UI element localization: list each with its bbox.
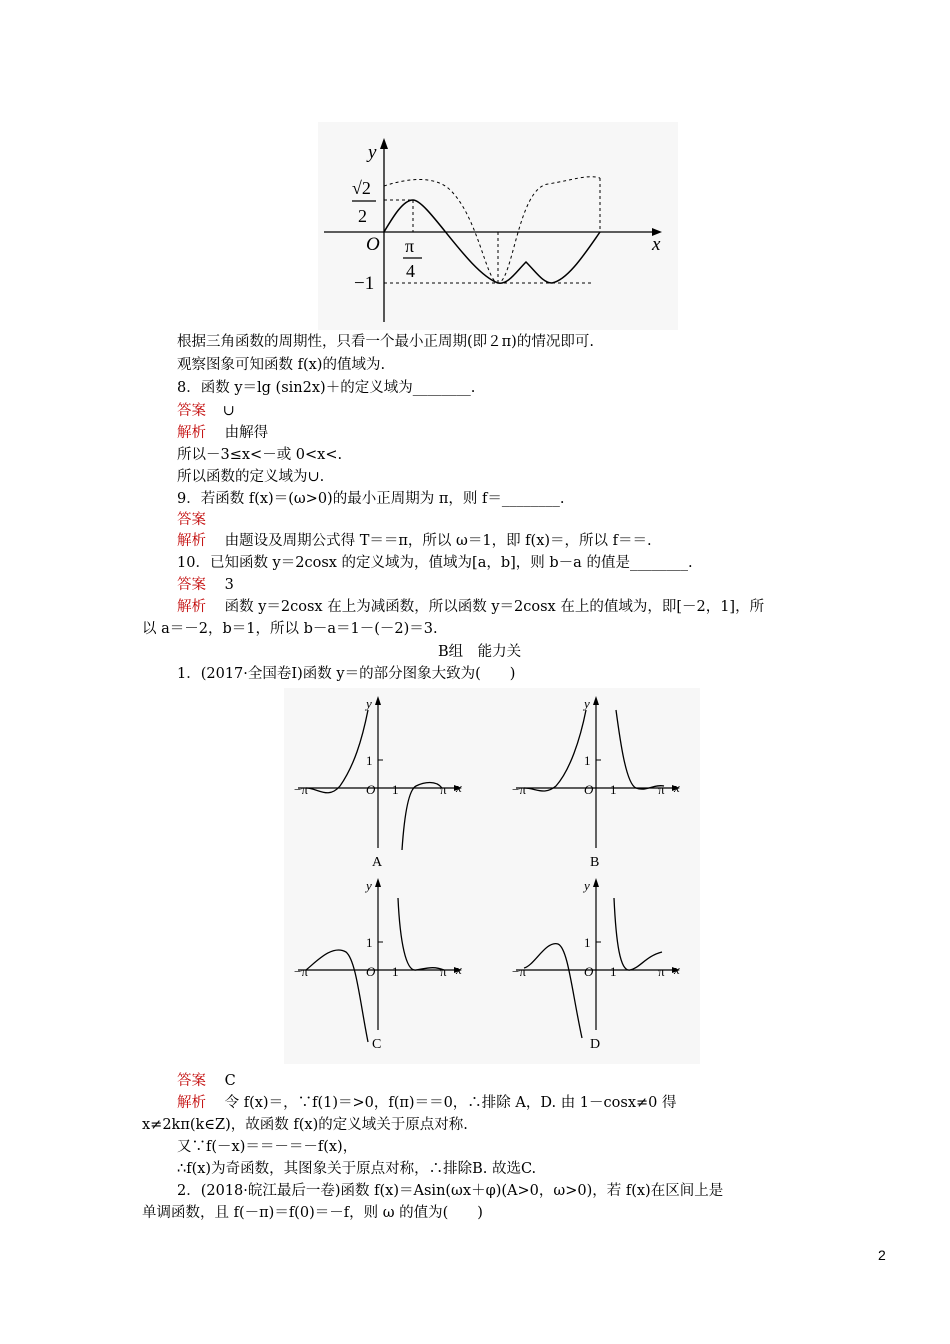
panel-c-letter: C <box>372 1037 382 1052</box>
panel-c-one-label: 1 <box>366 935 373 950</box>
panel-b-origin-label: O <box>584 782 594 797</box>
analysis-tag: 解析 <box>177 425 206 441</box>
analysis-line <box>177 597 764 617</box>
panel-b-letter: B <box>590 855 600 870</box>
panel-d-x-label: x <box>674 962 680 977</box>
analysis-line <box>177 531 652 551</box>
neg-one-label: −1 <box>354 273 375 294</box>
panel-d-neg-pi-label: −π <box>512 964 526 979</box>
text-line: 又∵f(－x)＝＝－＝－f(x)， <box>177 1139 358 1155</box>
panel-a-pi-label: π <box>440 782 447 797</box>
text-line: x≠2kπ(k∈Z)，故函数 f(x)的定义域关于原点对称. <box>142 1117 468 1133</box>
text-line: ∴f(x)为奇函数，其图象关于原点对称，∴排除B. 故选C. <box>177 1161 537 1177</box>
panel-c-x-label: x <box>456 962 462 977</box>
text-line: 以 a＝－2，b＝1，所以 b－a＝1－(－2)＝3. <box>142 621 438 637</box>
analysis-line <box>177 1093 677 1113</box>
analysis-line <box>177 423 268 443</box>
panel-b-x-label: x <box>674 780 680 795</box>
question-b1: 1．(2017·全国卷Ⅰ)函数 y＝的部分图象大致为( ) <box>177 666 516 682</box>
text-line: 观察图象可知函数 f(x)的值域为. <box>177 357 386 373</box>
panel-b-one-label: 1 <box>584 753 591 768</box>
top-graph <box>318 122 678 330</box>
panel-a-one-label: 1 <box>366 753 373 768</box>
panel-a-letter: A <box>372 855 383 870</box>
panel-d-origin-label: O <box>584 964 594 979</box>
panel-c-neg-pi-label: −π <box>294 964 308 979</box>
panel-b-pi-label: π <box>658 782 665 797</box>
answer-line <box>177 510 206 530</box>
panel-b-one-x-label: 1 <box>610 782 617 797</box>
answer-tag: 答案 <box>177 1073 206 1089</box>
pi-numerator: π <box>405 236 415 256</box>
question-10: 10．已知函数 y＝2cosx 的定义域为，值域为[a，b]，则 b－a 的值是________. <box>177 555 693 571</box>
options-graph <box>284 688 700 1064</box>
panel-c-origin-label: O <box>366 964 376 979</box>
analysis-text: 由题设及周期公式得 T＝＝π，所以 ω＝1，即 f(x)＝，所以 f＝＝. <box>224 533 652 549</box>
analysis-text: 令 f(x)＝，∵f(1)＝>0，f(π)＝＝0，∴排除 A，D. 由 1－cosx≠0 得 <box>224 1095 677 1111</box>
panel-c-one-x-label: 1 <box>392 964 399 979</box>
text-line: 单调函数，且 f(－π)＝f(0)＝－f，则 ω 的值为( ) <box>142 1205 483 1221</box>
answer-line <box>177 401 235 421</box>
analysis-tag: 解析 <box>177 1095 206 1111</box>
section-heading: B组 能力关 <box>438 644 522 660</box>
text-line: 所以－3≤x<－或 0<x<. <box>177 447 343 463</box>
analysis-text: 由解得 <box>224 425 269 441</box>
text-line: 根据三角函数的周期性，只看一个最小正周期(即２π)的情况即可. <box>177 334 594 350</box>
panel-a-y-label: y <box>366 696 372 711</box>
panel-b-neg-pi-label: −π <box>512 782 526 797</box>
sqrt2-numerator: √2 <box>352 178 371 198</box>
panel-c-y-label: y <box>366 878 372 893</box>
panel-a-neg-pi-label: −π <box>294 782 308 797</box>
panel-a-origin-label: O <box>366 782 376 797</box>
pi-denominator: 4 <box>406 261 415 281</box>
panel-b-y-label: y <box>584 696 590 711</box>
question-9: 9．若函数 f(x)＝(ω>0)的最小正周期为 π，则 f＝________. <box>177 491 565 507</box>
panel-c-pi-label: π <box>440 964 447 979</box>
y-label: y <box>368 142 377 163</box>
answer-tag: 答案 <box>177 577 206 593</box>
question-b2: 2．(2018·皖江最后一卷)函数 f(x)＝Asin(ωx＋φ)(A>0，ω>0)，若 f(x)在区间上是 <box>177 1183 724 1199</box>
text-line: 所以函数的定义域为∪. <box>177 469 325 485</box>
panel-a-one-x-label: 1 <box>392 782 399 797</box>
question-8: 8．函数 y＝lg (sin2x)＋的定义域为________. <box>177 380 476 396</box>
analysis-text: 函数 y＝2cosx 在上为减函数，所以函数 y＝2cosx 在上的值域为，即[－2，1]，所 <box>224 599 765 615</box>
sqrt2-denominator: 2 <box>358 206 367 226</box>
answer-tag: 答案 <box>177 403 206 419</box>
answer-line <box>177 1071 236 1091</box>
analysis-tag: 解析 <box>177 599 206 615</box>
answer-line <box>177 575 234 595</box>
answer-text: ∪ <box>222 403 235 419</box>
panel-d-one-x-label: 1 <box>610 964 617 979</box>
panel-d-pi-label: π <box>658 964 665 979</box>
analysis-tag: 解析 <box>177 533 206 549</box>
panel-d-letter: D <box>590 1037 601 1052</box>
answer-text: C <box>224 1073 236 1089</box>
page-number: 2 <box>878 1247 886 1263</box>
panel-d-one-label: 1 <box>584 935 591 950</box>
x-label: x <box>652 234 661 255</box>
panel-a-x-label: x <box>456 780 462 795</box>
answer-tag: 答案 <box>177 512 206 528</box>
answer-text: 3 <box>224 577 234 593</box>
origin-label: O <box>366 234 380 255</box>
panel-d-y-label: y <box>584 878 590 893</box>
